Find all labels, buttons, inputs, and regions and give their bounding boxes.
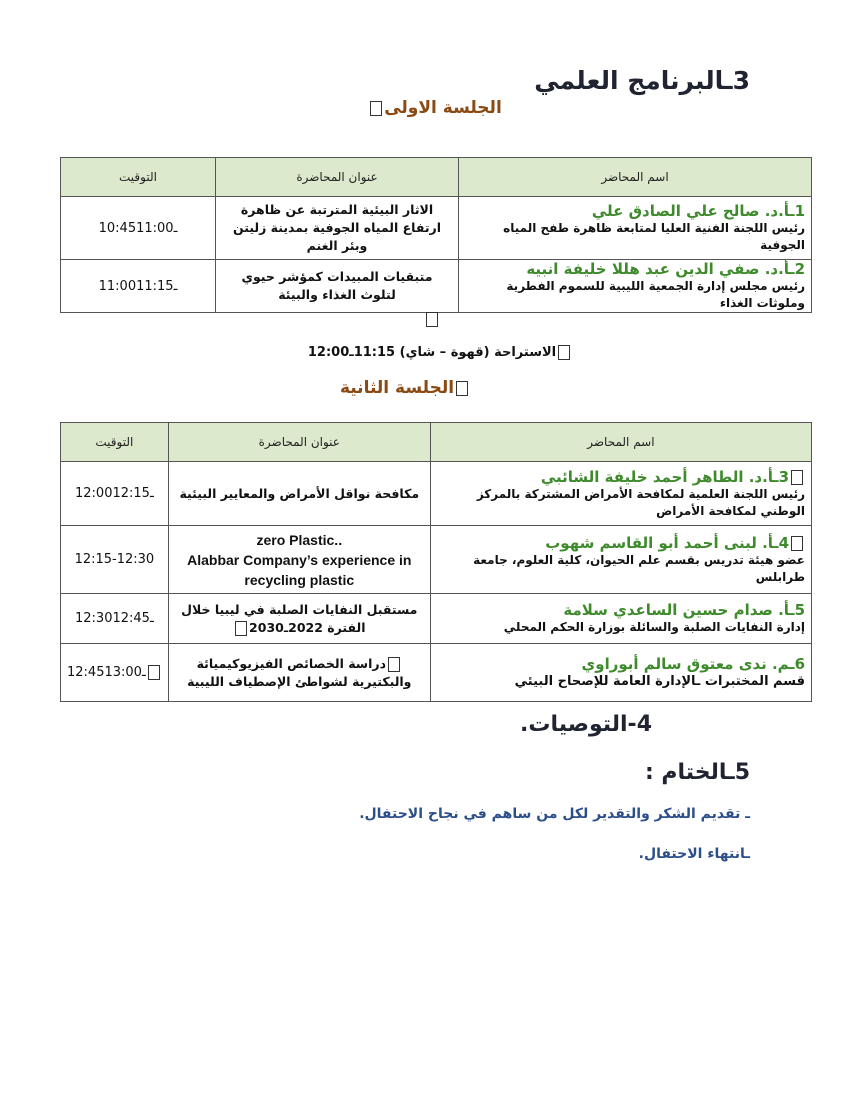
speaker-cell	[430, 594, 811, 644]
header-speaker: اسم المحاضر	[430, 423, 811, 462]
header-lecture: عنوان المحاضرة	[168, 423, 430, 462]
recommendations-heading: 4-التوصيات.	[520, 712, 652, 737]
header-speaker: اسم المحاضر	[459, 158, 812, 197]
session2-table	[60, 422, 812, 702]
placeholder-box-icon	[235, 621, 247, 636]
session2-heading	[0, 378, 850, 398]
speaker-name: 3ـأ.د. الطاهر أحمد خليفة الشائبي	[437, 468, 805, 486]
speaker-role: قسم المختبرات ـالإدارة العامة للإصحاح البيئي	[514, 674, 805, 689]
table-row	[61, 260, 812, 313]
break-text: الاستراحة (قهوة – شاي) 11:15ـ12:00	[307, 345, 557, 360]
speaker-cell	[430, 462, 811, 526]
speaker-name: 6ـم. ندى معتوق سالم أبوراوي	[581, 655, 805, 673]
lecture-title: متبقيات المبيدات كمؤشر حيوي لتلوث الغذاء والبيئة	[216, 260, 459, 313]
lecture-title: مكافحة نواقل الأمراض والمعايير البيئية	[168, 462, 430, 526]
lecture-title: zero Plastic.. Alabbar Company’s experience in recycling plastic	[168, 526, 430, 594]
lecture-title: دراسة الخصائص الفيزيوكيميائة والبكتيرية لشواطئ الإصطياف الليبية	[168, 644, 430, 702]
speaker-role: رئيس اللجنة الفنية العليا لمتابعة ظاهرة طفح المياه الجوفية	[503, 221, 805, 252]
break-line	[0, 345, 850, 360]
session1-title: الجلسة الاولى	[384, 98, 502, 118]
table-row	[61, 594, 812, 644]
speaker-role: رئيس اللجنة العلمية لمكافحة الأمراض المشتركة بالمركز الوطني لمكافحة الأمراض	[476, 486, 805, 518]
speaker-name: 1ـأ.د. صالح علي الصادق علي	[591, 202, 805, 220]
placeholder-box-icon	[456, 381, 468, 396]
table-row	[61, 644, 812, 702]
lecture-time: 12:00ـ12:15	[61, 462, 169, 526]
placeholder-box-icon	[558, 345, 570, 360]
table-header-row	[61, 158, 812, 197]
header-time: التوقيت	[61, 158, 216, 197]
header-time: التوقيت	[61, 423, 169, 462]
lecture-title: الاثار البيئية المترتبة عن ظاهرة ارتفاع المياه الجوفية بمدينة زليتن وبئر الغنم	[216, 197, 459, 260]
placeholder-box-icon	[148, 665, 160, 680]
speaker-role: عضو هيئة تدريس بقسم علم الحيوان، كلية العلوم، جامعة طرابلس	[473, 552, 805, 584]
lecture-time: 12:45ـ13:00	[61, 644, 169, 702]
lecture-time: 11:00ـ11:15	[61, 260, 216, 313]
session1-table	[60, 157, 812, 313]
table-row	[61, 462, 812, 526]
speaker-role: رئيس مجلس إدارة الجمعية الليبية للسموم الفطرية وملوثات الغذاء	[506, 279, 805, 310]
speaker-cell	[430, 644, 811, 702]
placeholder-box-icon	[388, 657, 400, 672]
placeholder-box-icon	[791, 470, 803, 485]
closing-item: ـانتهاء الاحتفال.	[638, 846, 750, 862]
placeholder-box-icon	[370, 101, 382, 116]
lecture-time: 12:30ـ12:45	[61, 594, 169, 644]
table-header-row	[61, 423, 812, 462]
speaker-name: 4ـأ. لبنى أحمد أبو القاسم شهوب	[437, 534, 805, 552]
lecture-time: 12:15-12:30	[61, 526, 169, 594]
lecture-time: 10:45ـ11:00	[61, 197, 216, 260]
stray-box-icon	[424, 309, 440, 328]
session1-heading	[0, 98, 850, 118]
speaker-cell	[430, 526, 811, 594]
lecture-title: مستقبل النفايات الصلبة في ليبيا خلال الفترة 2022ـ2030	[168, 594, 430, 644]
speaker-role: إدارة النفايات الصلبة والسائلة بوزارة الحكم المحلي	[503, 620, 805, 634]
table-row	[61, 197, 812, 260]
speaker-name: 2ـأ.د. صفي الدين عبد هللا خليفة انبيه	[526, 260, 805, 278]
header-lecture: عنوان المحاضرة	[216, 158, 459, 197]
closing-item: ـ تقديم الشكر والتقدير لكل من ساهم في نجاح الاحتفال.	[359, 806, 750, 822]
closing-heading: 5ـالختام :	[644, 760, 750, 785]
speaker-cell	[459, 260, 812, 313]
program-heading: 3ـالبرنامج العلمي	[534, 66, 750, 95]
speaker-cell	[459, 197, 812, 260]
session2-title: الجلسة الثانية	[339, 378, 455, 398]
table-row	[61, 526, 812, 594]
placeholder-box-icon	[791, 536, 803, 551]
speaker-name: 5ـأ. صدام حسين الساعدي سلامة	[563, 601, 805, 619]
